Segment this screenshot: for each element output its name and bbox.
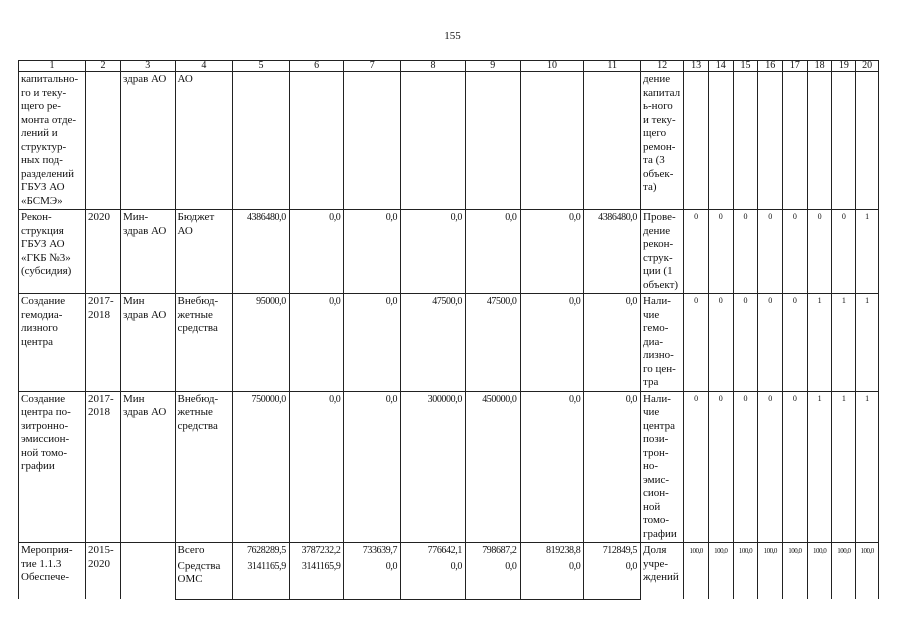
indicator-value-cell: 0 <box>733 294 758 392</box>
indicator-value-cell: 100,0 <box>733 543 758 600</box>
event-name-cell: Мероприя-тие 1.1.3 Обеспече- <box>19 543 86 600</box>
value-cell <box>289 72 344 210</box>
indicator-value-cell: 0 <box>733 210 758 294</box>
indicator-value-cell: 0 <box>832 210 856 294</box>
program-table <box>18 60 879 600</box>
source-cell: Бюджет АО <box>175 210 233 294</box>
value-cell: 0,0 <box>520 210 584 294</box>
value-cell: 3141165,9 <box>233 559 290 600</box>
source-cell: Внебюд-жетные средства <box>175 391 233 543</box>
col-header: 18 <box>807 61 832 72</box>
table-row <box>19 294 879 392</box>
indicator-value-cell: 100,0 <box>832 543 856 600</box>
value-cell: 0,0 <box>344 391 401 543</box>
col-header: 17 <box>783 61 808 72</box>
table-row <box>19 72 879 210</box>
col-header: 4 <box>175 61 233 72</box>
col-header: 11 <box>584 61 641 72</box>
value-cell: 0,0 <box>344 294 401 392</box>
indicator-value-cell: 1 <box>807 391 832 543</box>
value-cell: 7628289,5 <box>233 543 290 559</box>
source-cell: Средства ОМС <box>175 559 233 600</box>
indicator-value-cell: 0 <box>758 391 783 543</box>
value-cell: 300000,0 <box>401 391 466 543</box>
value-cell: 4386480,0 <box>233 210 290 294</box>
value-cell: 0,0 <box>520 294 584 392</box>
executor-cell: Мин здрав АО <box>120 391 175 543</box>
indicator-value-cell: 1 <box>807 294 832 392</box>
indicator-value-cell: 0 <box>684 294 709 392</box>
indicator-value-cell: 1 <box>856 210 879 294</box>
value-cell: 0,0 <box>520 559 584 600</box>
period-cell: 2017-2018 <box>85 294 120 392</box>
indicator-value-cell: 100,0 <box>783 543 808 600</box>
col-header: 19 <box>832 61 856 72</box>
table-row <box>19 210 879 294</box>
executor-cell: здрав АО <box>120 72 175 210</box>
value-cell: 798687,2 <box>465 543 520 559</box>
col-header: 8 <box>401 61 466 72</box>
period-cell: 2020 <box>85 210 120 294</box>
value-cell: 0,0 <box>465 210 520 294</box>
value-cell: 450000,0 <box>465 391 520 543</box>
indicator-value-cell: 100,0 <box>856 543 879 600</box>
value-cell <box>584 72 641 210</box>
indicator-value-cell <box>758 72 783 210</box>
value-cell: 0,0 <box>401 210 466 294</box>
value-cell: 776642,1 <box>401 543 466 559</box>
value-cell: 95000,0 <box>233 294 290 392</box>
value-cell: 819238,8 <box>520 543 584 559</box>
value-cell <box>344 72 401 210</box>
indicator-value-cell <box>807 72 832 210</box>
period-cell <box>85 72 120 210</box>
col-header: 16 <box>758 61 783 72</box>
indicator-value-cell: 0 <box>708 391 733 543</box>
source-cell: Внебюд-жетные средства <box>175 294 233 392</box>
value-cell: 0,0 <box>289 294 344 392</box>
value-cell: 712849,5 <box>584 543 641 559</box>
value-cell: 733639,7 <box>344 543 401 559</box>
indicator-value-cell <box>733 72 758 210</box>
value-cell <box>401 72 466 210</box>
col-header: 1 <box>19 61 86 72</box>
event-name-cell: Создание гемодиа-лизного центра <box>19 294 86 392</box>
indicator-cell: Прове-дение рекон-струк-ции (1 объект) <box>641 210 684 294</box>
col-header: 9 <box>465 61 520 72</box>
value-cell: 0,0 <box>465 559 520 600</box>
value-cell: 4386480,0 <box>584 210 641 294</box>
col-header: 10 <box>520 61 584 72</box>
indicator-value-cell: 1 <box>832 294 856 392</box>
value-cell: 3141165,9 <box>289 559 344 600</box>
value-cell: 47500,0 <box>465 294 520 392</box>
event-name-cell: Рекон-струкция ГБУЗ АО «ГКБ №3» (субсидия) <box>19 210 86 294</box>
indicator-cell: Нали-чие гемо-диа-лизно-го цен-тра <box>641 294 684 392</box>
indicator-value-cell: 0 <box>708 210 733 294</box>
indicator-value-cell: 0 <box>684 391 709 543</box>
indicator-value-cell: 0 <box>684 210 709 294</box>
value-cell: 0,0 <box>344 559 401 600</box>
indicator-value-cell <box>684 72 709 210</box>
executor-cell: Мин здрав АО <box>120 294 175 392</box>
value-cell: 0,0 <box>520 391 584 543</box>
indicator-value-cell: 1 <box>856 294 879 392</box>
value-cell: 0,0 <box>584 559 641 600</box>
source-cell: АО <box>175 72 233 210</box>
period-cell: 2015-2020 <box>85 543 120 600</box>
value-cell <box>520 72 584 210</box>
source-cell: Всего <box>175 543 233 559</box>
indicator-cell: Доля учре-ждений <box>641 543 684 600</box>
indicator-value-cell: 0 <box>758 210 783 294</box>
indicator-value-cell: 0 <box>708 294 733 392</box>
value-cell: 0,0 <box>584 391 641 543</box>
indicator-value-cell: 100,0 <box>807 543 832 600</box>
table-row <box>19 391 879 543</box>
value-cell <box>465 72 520 210</box>
col-header: 2 <box>85 61 120 72</box>
col-header: 7 <box>344 61 401 72</box>
table-row <box>19 543 879 559</box>
value-cell: 47500,0 <box>401 294 466 392</box>
indicator-value-cell: 100,0 <box>708 543 733 600</box>
indicator-value-cell: 0 <box>807 210 832 294</box>
indicator-value-cell: 0 <box>733 391 758 543</box>
value-cell: 0,0 <box>584 294 641 392</box>
column-number-row <box>19 61 879 72</box>
indicator-value-cell: 0 <box>783 391 808 543</box>
page-number: 155 <box>444 30 461 42</box>
indicator-value-cell: 100,0 <box>684 543 709 600</box>
col-header: 6 <box>289 61 344 72</box>
indicator-value-cell: 0 <box>783 210 808 294</box>
col-header: 14 <box>708 61 733 72</box>
indicator-value-cell: 0 <box>758 294 783 392</box>
indicator-cell: Нали-чие центра пози-трон-но-эмис-сион-ной томо-графии <box>641 391 684 543</box>
value-cell: 0,0 <box>401 559 466 600</box>
indicator-value-cell: 0 <box>783 294 808 392</box>
indicator-value-cell: 1 <box>856 391 879 543</box>
col-header: 13 <box>684 61 709 72</box>
indicator-value-cell <box>783 72 808 210</box>
event-name-cell: капитально-го и теку-щего ре-монта отде-лений и структур-ных под-разделений ГБУЗ АО «БСМЭ» <box>19 72 86 210</box>
col-header: 20 <box>856 61 879 72</box>
col-header: 12 <box>641 61 684 72</box>
event-name-cell: Создание центра по-зитронно-эмиссион-ной томо-графии <box>19 391 86 543</box>
period-cell: 2017-2018 <box>85 391 120 543</box>
value-cell: 0,0 <box>344 210 401 294</box>
indicator-value-cell: 100,0 <box>758 543 783 600</box>
indicator-cell: дение капиталь-ного и теку-щего ремон-та (3 объек-та) <box>641 72 684 210</box>
value-cell: 3787232,2 <box>289 543 344 559</box>
value-cell <box>233 72 290 210</box>
executor-cell <box>120 543 175 600</box>
indicator-value-cell <box>708 72 733 210</box>
value-cell: 0,0 <box>289 210 344 294</box>
indicator-value-cell: 1 <box>832 391 856 543</box>
col-header: 3 <box>120 61 175 72</box>
value-cell: 750000,0 <box>233 391 290 543</box>
value-cell: 0,0 <box>289 391 344 543</box>
col-header: 15 <box>733 61 758 72</box>
indicator-value-cell <box>856 72 879 210</box>
indicator-value-cell <box>832 72 856 210</box>
executor-cell: Мин-здрав АО <box>120 210 175 294</box>
col-header: 5 <box>233 61 290 72</box>
